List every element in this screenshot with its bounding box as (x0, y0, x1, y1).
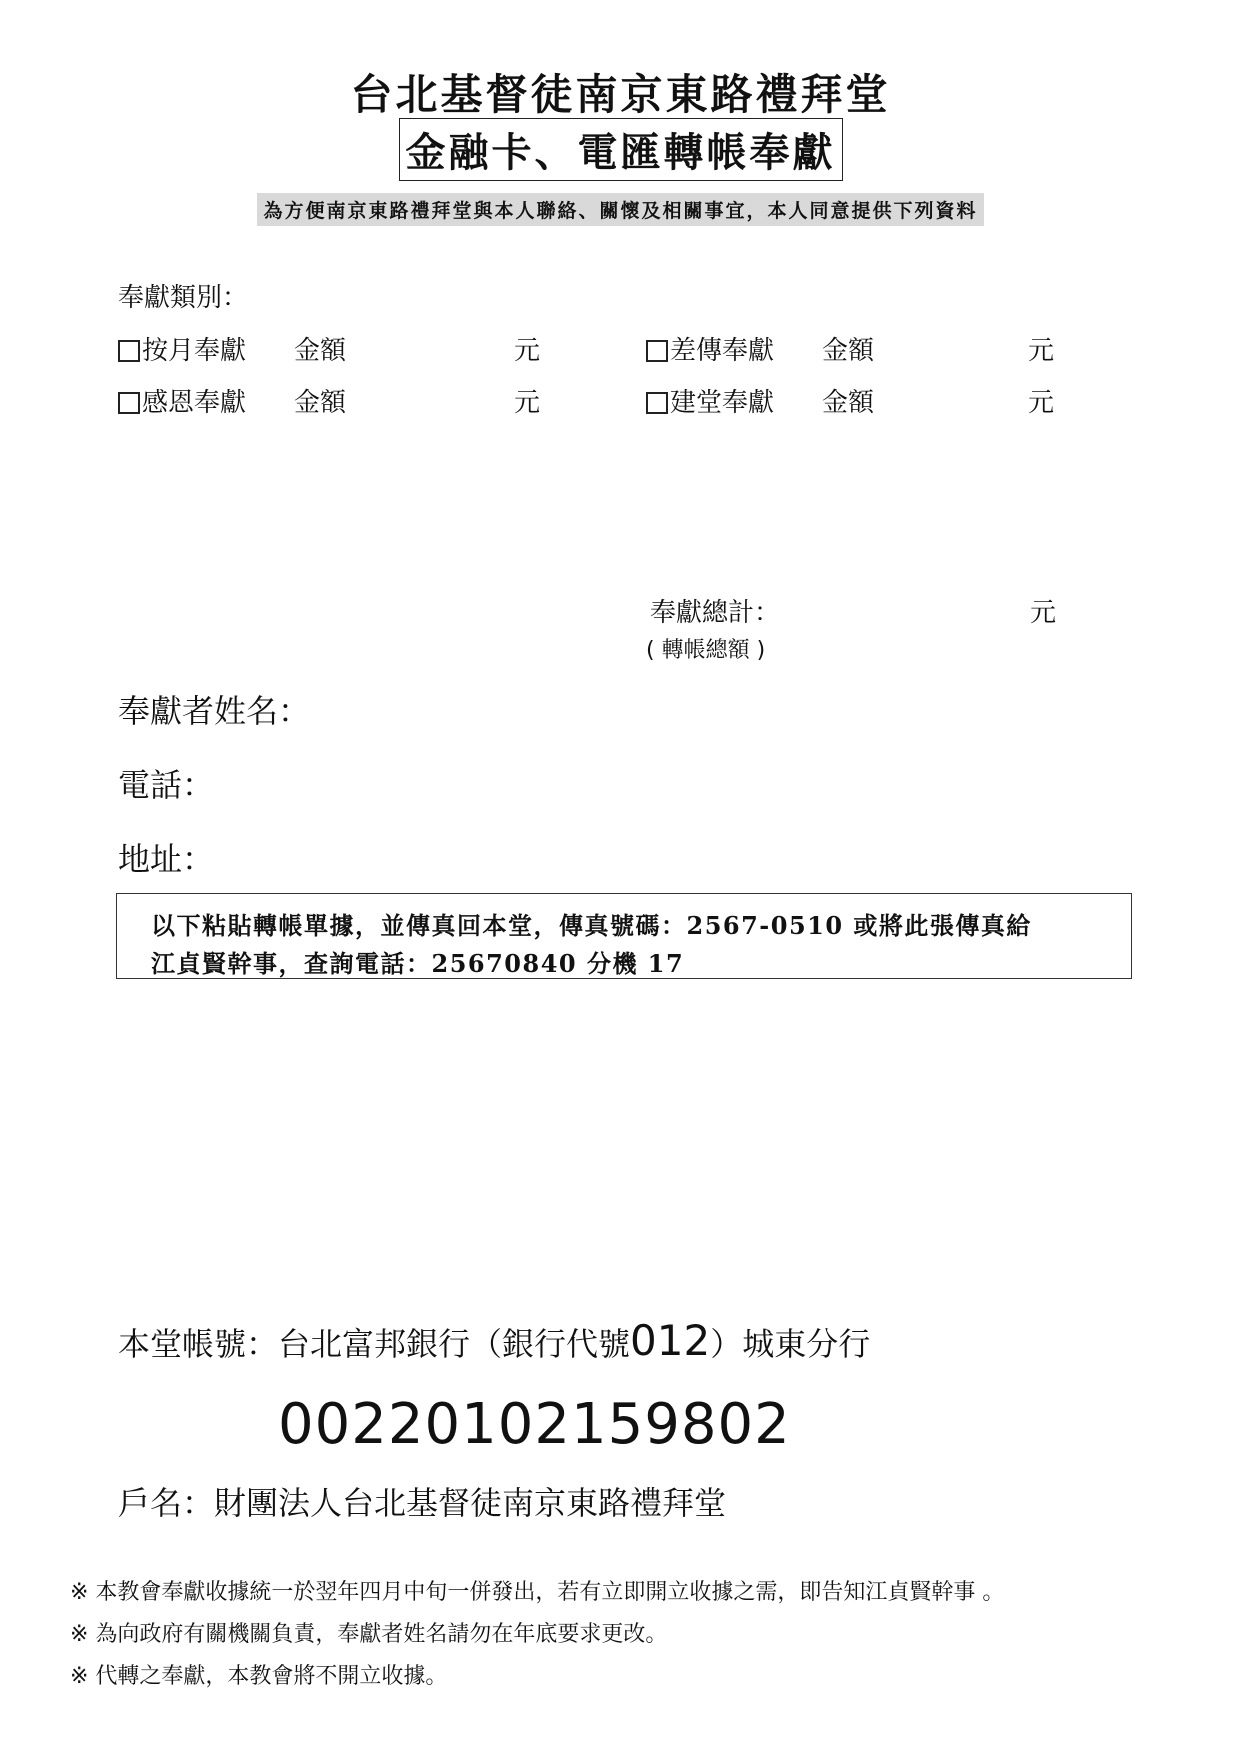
donor-address-label: 地址： (118, 840, 215, 878)
missions-checkbox[interactable] (646, 340, 668, 362)
page-title: 台北基督徒南京東路禮拜堂 (350, 70, 891, 119)
form-subtitle: 金融卡、電匯轉帳奉獻 (399, 118, 843, 181)
amount-label: 金額 (294, 336, 347, 366)
consent-wrapper (0, 193, 1241, 226)
unit-label: 元 (1028, 388, 1055, 418)
offering-type-label: 按月奉獻 (142, 336, 247, 366)
thanksgiving-checkbox[interactable] (118, 392, 140, 414)
account-number: 00220102159802 (278, 1392, 791, 1457)
offering-monthly[interactable] (118, 330, 246, 367)
offering-type-label: 差傳奉獻 (670, 336, 775, 366)
bank-account-prefix: 本堂帳號：台北富邦銀行（銀行代號 (118, 1325, 631, 1363)
offering-thanksgiving[interactable] (118, 382, 246, 419)
amount-label: 金額 (822, 336, 875, 366)
paste-instruction-line1: 以下粘貼轉帳單據，並傳真回本堂，傳真號碼：2567-0510 或將此張傳真給 (151, 911, 1032, 940)
note-name-change: ※ 為向政府有關機關負責，奉獻者姓名請勿在年底要求更改。 (70, 1622, 668, 1647)
donor-name-label: 奉獻者姓名： (118, 692, 311, 730)
bank-code: 012 (630, 1316, 711, 1365)
offering-missions[interactable] (646, 330, 774, 367)
unit-label: 元 (514, 336, 541, 366)
offering-type-label: 建堂奉獻 (670, 388, 775, 418)
amount-label: 金額 (294, 388, 347, 418)
receipt-paste-box (116, 893, 1132, 979)
note-proxy: ※ 代轉之奉獻，本教會將不開立收據。 (70, 1664, 448, 1689)
subtitle-wrapper (0, 118, 1241, 181)
amount-label: 金額 (822, 388, 875, 418)
offering-type-label: 感恩奉獻 (142, 388, 247, 418)
paste-instruction-line2: 江貞賢幹事，查詢電話：25670840 分機 17 (151, 949, 685, 978)
note-receipt: ※ 本教會奉獻收據統一於翌年四月中旬一併發出，若有立即開立收據之需，即告知江貞賢幹事 。 (70, 1580, 1005, 1605)
offering-category-label: 奉獻類別： (118, 283, 249, 313)
total-unit-label: 元 (1030, 598, 1057, 628)
monthly-checkbox[interactable] (118, 340, 140, 362)
offering-total-label: 奉獻總計： (650, 598, 781, 628)
account-holder: 戶名：財團法人台北基督徒南京東路禮拜堂 (118, 1484, 727, 1522)
unit-label: 元 (514, 388, 541, 418)
consent-statement: 為方便南京東路禮拜堂與本人聯絡、關懷及相關事宜，本人同意提供下列資料 (257, 193, 983, 226)
building-checkbox[interactable] (646, 392, 668, 414)
offering-building[interactable] (646, 382, 774, 419)
transfer-total-note: ( 轉帳總額 ) (646, 638, 766, 663)
unit-label: 元 (1028, 336, 1055, 366)
donor-phone-label: 電話： (118, 766, 215, 804)
bank-account-suffix: ）城東分行 (710, 1325, 871, 1363)
bank-account-line (118, 1316, 870, 1365)
